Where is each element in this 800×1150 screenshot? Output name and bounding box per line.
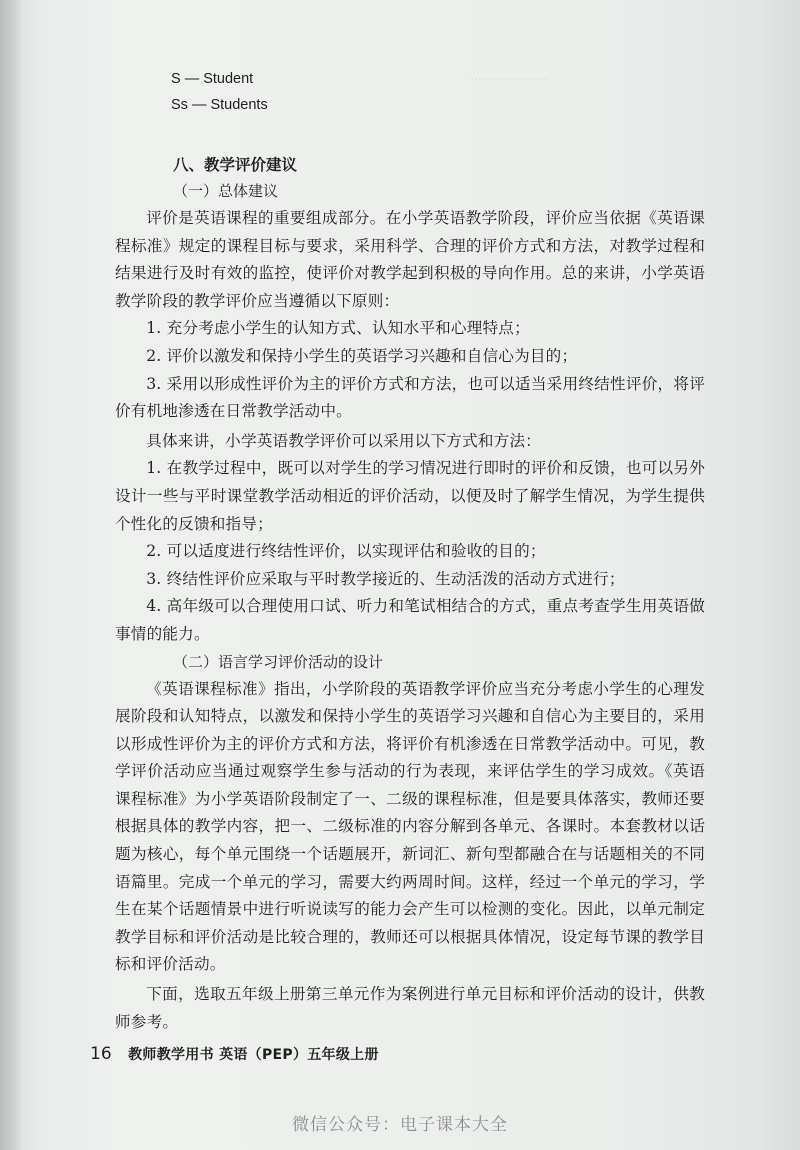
section-heading: 八、教学评价建议 [173,156,298,174]
page-number: 16 [90,1044,112,1064]
principle-item-3: 3. 采用以形成性评价为主的评价方式和方法，也可以适当采用终结性评价，将评价有机地渗透在日常教学活动中。 [115,374,705,421]
paragraph-methods-intro: 具体来讲，小学英语教学评价可以采用以下方式和方法： [146,431,542,450]
paragraph-activity-design: 《英语课程标准》指出，小学阶段的英语教学评价应当充分考虑小学生的心理发展阶段和认知特点，以激发和保持小学生的英语学习兴趣和自信心为主要目的，采用以形成性评价为主的评价方式和方法，将评价有机渗透在日常教学活动中。可见，教学评价活动应当通过观察学生参与活动的行为表现，来评估学生的学习成效。《英语课程标准》为小学英语阶段制定了一、二级的课程标准，但是要具体落实，教师还要根据具体的教学内容，把一、二级标准的内容分解到各单元、各课时。本套教材以话题为核心，每个单元围绕一个话题展开，新词汇、新句型都融合在与话题相关的不同语篇里。完成一个单元的学习，需要大约两周时间。这样，经过一个单元的学习，学生在某个话题情景中进行听说读写的能力会产生可以检测的变化。因此，以单元制定教学目标和评价活动是比较合理的，教师还可以根据具体情况，设定每节课的教学目标和评价活动。 [115,679,705,974]
method-item-4: 4. 高年级可以合理使用口试、听力和笔试相结合的方式，重点考查学生用英语做事情的能力。 [115,597,705,643]
method-item-1: 1. 在教学过程中，既可以对学生的学习情况进行即时的评价和反馈，也可以另外设计一些与平时课堂教学活动相近的评价活动，以便及时了解学生情况，为学生提供个性化的反馈和指导； [115,459,705,533]
book-title: 教师教学用书 英语（PEP）五年级上册 [128,1047,379,1063]
method-item-3: 3. 终结性评价应采取与平时教学接近的、生动活泼的活动方式进行； [146,569,625,588]
watermark-text: 微信公众号：电子课本大全 [292,1115,508,1135]
paragraph-closing: 下面，选取五年级上册第三单元作为案例进行单元目标和评价活动的设计，供教师参考。 [115,985,705,1031]
bleed-through-text: ····················· [470,72,551,86]
method-item-2: 2. 可以适度进行终结性评价，以实现评估和验收的目的； [146,542,546,561]
principle-item-1: 1. 充分考虑小学生的认知方式、认知水平和心理特点； [146,319,530,338]
abbreviation-students: Ss — Students [171,97,268,113]
abbreviation-student: S — Student [171,71,254,87]
subsection-heading-activity-design: （二）语言学习评价活动的设计 [173,652,384,671]
paragraph-intro: 评价是英语课程的重要组成部分。在小学英语教学阶段，评价应当依据《英语课程标准》规定的课程目标与要求，采用科学、合理的评价方式和方法，对教学过程和结果进行及时有效的监控，使评价对教学起到积极的导向作用。总的来讲，小学英语教学阶段的教学评价应当遵循以下原则： [115,209,705,310]
subsection-heading-general: （一）总体建议 [173,182,279,200]
page-footer [90,1044,379,1064]
principle-item-2: 2. 评价以激发和保持小学生的英语学习兴趣和自信心为目的； [146,346,578,365]
page-content [115,66,705,1036]
